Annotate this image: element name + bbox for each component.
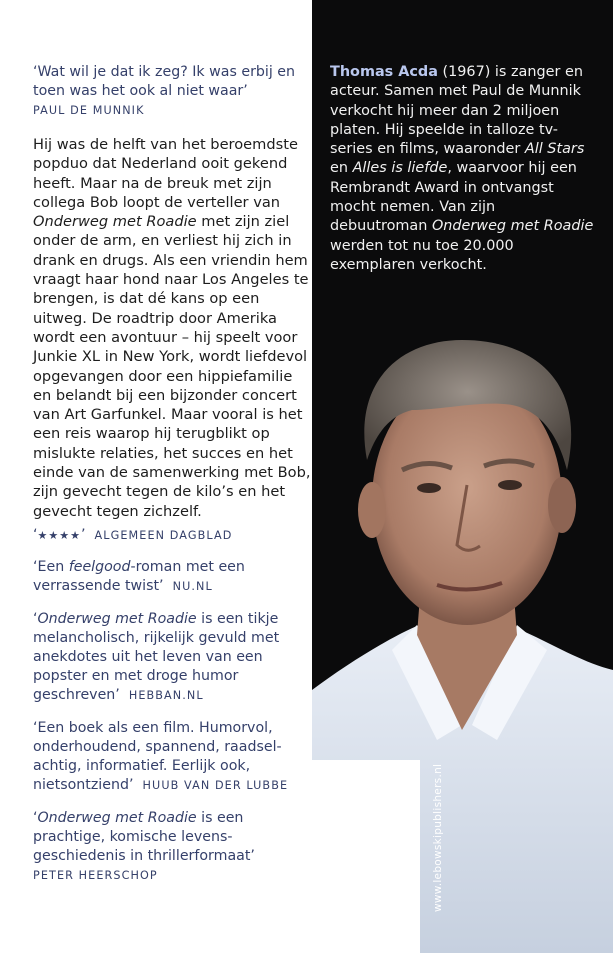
blurb	[33, 135, 311, 521]
blurb-title: Onderweg met Roadie	[33, 213, 197, 231]
review-nunl	[33, 558, 309, 596]
review-peter-source: PETER HEERSCHOP	[33, 869, 158, 882]
review-nunl-c: -roman met een verrassende twist’	[33, 559, 245, 594]
review-huub-source: HUUB VAN DER LUBBE	[142, 779, 289, 792]
review-nunl-a: ‘Een	[33, 559, 69, 575]
review-hebban-source: HEBBAN.NL	[128, 689, 204, 702]
bio-part-2: en	[330, 160, 353, 177]
author-name: Thomas Acda	[330, 64, 438, 80]
review-nunl-source: NU.NL	[172, 580, 213, 593]
blurb-part-1: Hij was de helft van het beroemdste popduo dat Nederland ooit gekend heeft. Maar na de breuk met zijn collega Bob loopt de verteller van	[33, 136, 298, 211]
review-hebban	[33, 610, 309, 705]
top-quote-source: PAUL DE MUNNIK	[33, 104, 145, 117]
review-ad	[33, 526, 309, 545]
review-ad-open: ‘	[33, 527, 38, 543]
review-peter-title: Onderweg met Roadie	[37, 810, 197, 826]
review-peter-text: is een prachtige, komische levens-geschiedenis in thrillerformaat’	[33, 810, 255, 864]
bio-title-1: All Stars	[524, 141, 585, 158]
review-peter-open: ‘	[33, 810, 38, 826]
review-huub-text: ‘Een boek als een film. Humorvol, onderhoudend, spannend, raadsel-achtig, informatief. Eerlijk ook, nietsontziend’	[33, 720, 282, 793]
review-hebban-text: is een tikje melancholisch, rijkelijk gevuld met anekdotes uit het leven van een popster en met droge humor geschreven’	[33, 611, 280, 703]
top-quote-text: ‘Wat wil je dat ik zeg? Ik was erbij en toen was het ook al niet waar’	[33, 64, 296, 99]
review-ad-source: ALGEMEEN DAGBLAD	[94, 529, 233, 542]
blurb-part-2: met zijn ziel onder de arm, en verliest hij zich in drank en drugs. Als een vriendin hem vraagt haar hond naar Los Angeles te brengen, is dat dé kans op een uitweg. De roadtrip door Amerika wordt een avontuur – hij speelt voor Junkie XL in New York, wordt liefdevol opgevangen door een hippiefamilie en belandt bij een bijzonder concert van Art Garfunkel. Maar vooral is het een reis waarop hij terugblikt op mislukte relaties, het succes en het einde van de samenwerking met Bob, zijn gevecht tegen de kilo’s en het gevecht tegen zichzelf.	[33, 213, 311, 520]
top-quote	[33, 63, 309, 120]
review-huub	[33, 719, 309, 795]
publisher-url: www.lebowskipublishers.nl	[432, 763, 444, 912]
review-ad-close: ’	[80, 527, 86, 543]
review-nunl-b: feelgood	[68, 559, 131, 575]
white-notch	[312, 760, 420, 953]
bio-part-3: , waarvoor hij een Rembrandt Award in ontvangst mocht nemen. Van zijn debuutroman	[330, 160, 577, 235]
author-bio	[330, 63, 595, 275]
bio-title-3: Onderweg met Roadie	[431, 218, 594, 235]
bio-part-4: werden tot nu toe 20.000 exemplaren verkocht.	[330, 237, 514, 273]
rating-stars: ★★★★	[37, 529, 81, 542]
review-hebban-title: Onderweg met Roadie	[37, 611, 197, 627]
bio-part-1: (1967) is zanger en acteur. Samen met Paul de Munnik verkocht hij meer dan 2 miljoen platen. Hij speelde in talloze tv-series en films, waaronder	[330, 64, 583, 158]
review-peter	[33, 809, 309, 885]
review-hebban-open: ‘	[33, 611, 38, 627]
bio-title-2: Alles is liefde	[352, 160, 448, 177]
